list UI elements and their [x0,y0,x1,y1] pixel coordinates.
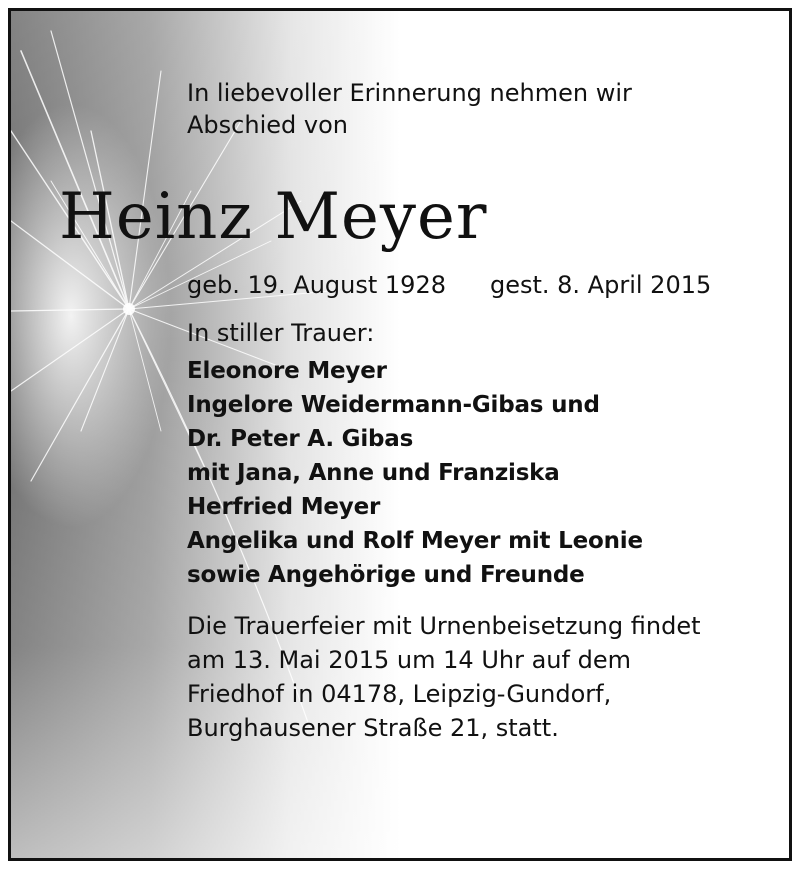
birth-date: geb. 19. August 1928 [187,271,446,299]
mourner-line: Dr. Peter A. Gibas [187,426,414,452]
ceremony-line: Friedhof in 04178, Leipzig-Gundorf, [187,680,612,708]
mourner-line: Herfried Meyer [187,494,381,520]
ceremony-line: Burghausener Straße 21, statt. [187,714,559,742]
death-date: gest. 8. April 2015 [489,271,712,299]
life-dates [187,269,711,301]
mourner-line: sowie Angehörige und Freunde [187,562,585,588]
mourner-line: Ingelore Weidermann-Gibas und [187,392,600,418]
ceremony-line: Die Trauerfeier mit Urnenbeisetzung findet [187,612,701,640]
obituary-notice [8,8,792,861]
notice-text [11,11,789,858]
mourner-line: Eleonore Meyer [187,358,387,384]
intro-line-2: Abschied von [187,111,348,139]
mourner-line: mit Jana, Anne und Franziska [187,460,560,486]
intro-line-1: In liebevoller Erinnerung nehmen wir [187,79,632,107]
deceased-name: Heinz Meyer [59,180,488,254]
ceremony-line: am 13. Mai 2015 um 14 Uhr auf dem [187,646,631,674]
mourning-label: In stiller Trauer: [187,319,375,347]
mourner-line: Angelika und Rolf Meyer mit Leonie [187,528,643,554]
